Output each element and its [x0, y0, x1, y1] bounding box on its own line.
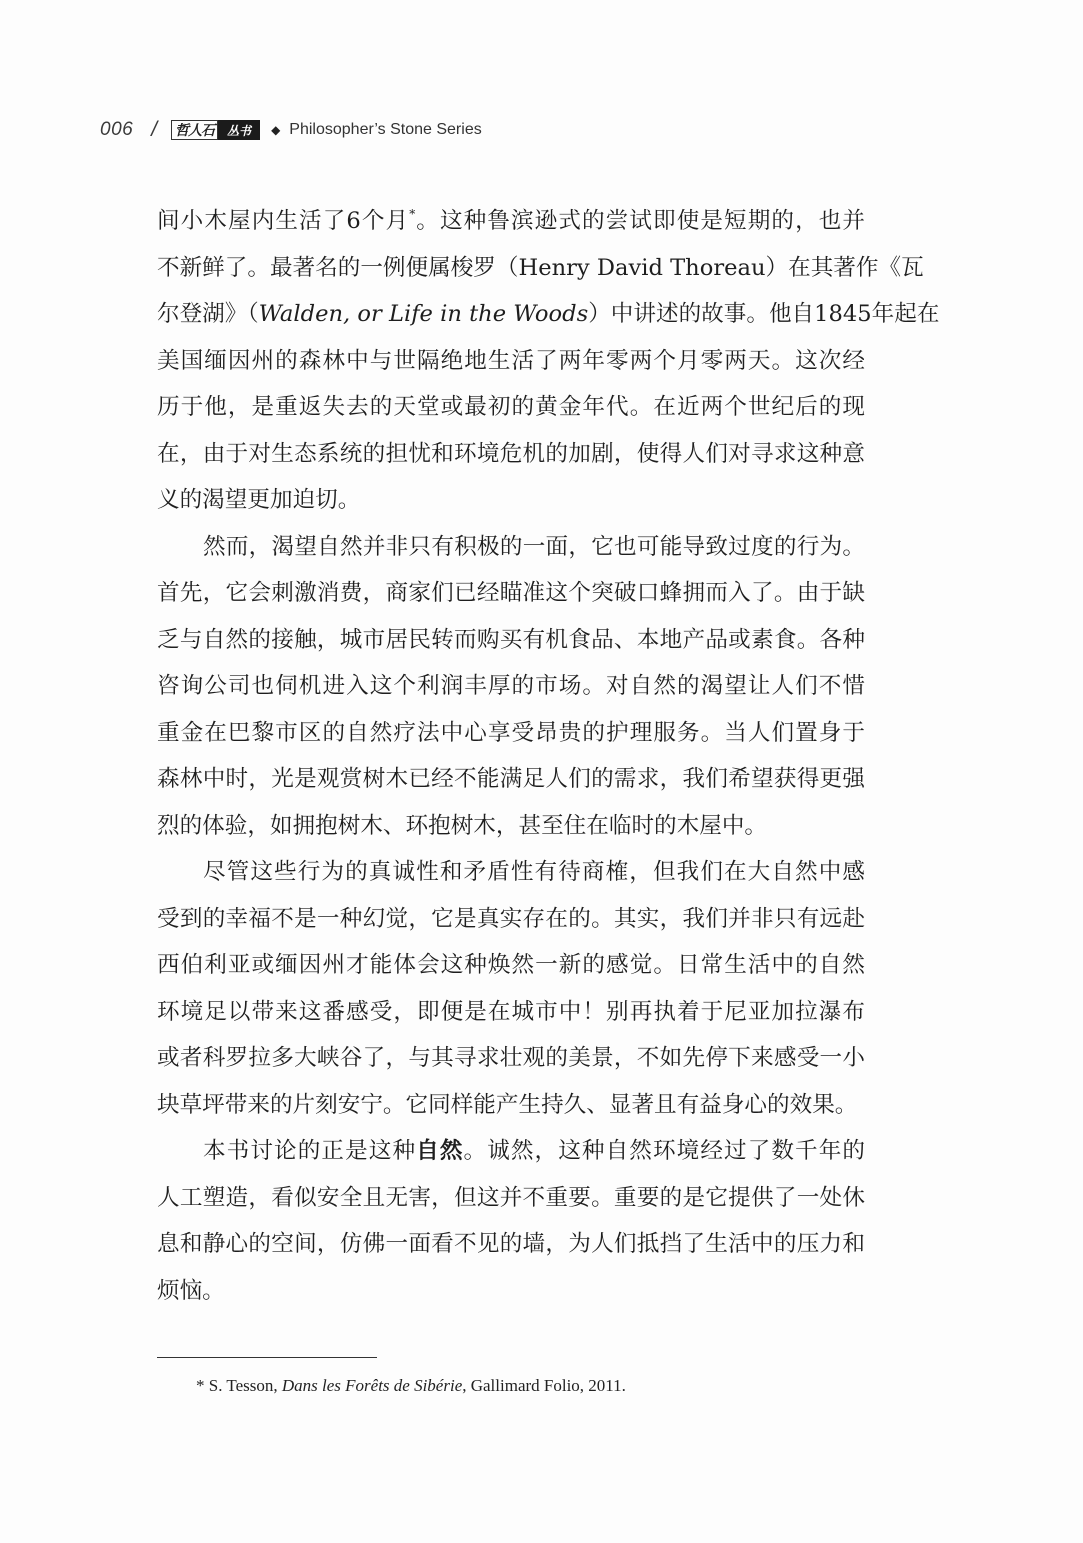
paragraph-line: 间小木屋内生活了6个月*。这种鲁滨逊式的尝试即使是短期的，也并 [157, 207, 866, 234]
paragraph-line: 息和静心的空间，仿佛一面看不见的墙，为人们抵挡了生活中的压力和 [157, 1231, 865, 1257]
body-text [157, 198, 940, 1314]
series-name: Philosopher’s Stone Series [289, 121, 482, 138]
series-logo [171, 120, 260, 140]
paragraph-line: 人工塑造，看似安全且无害，但这并不重要。重要的是它提供了一处休 [157, 1184, 865, 1211]
page-number: 006 [100, 119, 134, 140]
series-logo-right: 丛书 [218, 120, 260, 140]
paragraph-line: 环境足以带来这番感受，即便是在城市中！别再执着于尼亚加拉瀑布 [157, 998, 865, 1025]
running-header [100, 117, 482, 143]
diamond-icon: ◆ [271, 123, 281, 137]
paragraph-line: 森林中时，光是观赏树木已经不能满足人们的需求，我们希望获得更强 [157, 766, 865, 792]
emphasis-word: 自然 [416, 1138, 464, 1164]
paragraph-line: 不新鲜了。最著名的一例便属梭罗（Henry David Thoreau）在其著作《瓦 [157, 254, 924, 281]
paragraph-line: 历于他，是重返失去的天堂或最初的黄金年代。在近两个世纪后的现 [157, 394, 865, 420]
series-logo-left: 哲人石 [171, 120, 218, 140]
paragraph-line: 西伯利亚或缅因州才能体会这种焕然一新的感觉。日常生活中的自然 [157, 952, 865, 978]
paragraph-line: 咨询公司也伺机进入这个利润丰厚的市场。对自然的渴望让人们不惜 [157, 673, 865, 699]
paragraph-line: 尔登湖》（Walden, or Life in the Woods）中讲述的故事。他自1845年起在 [157, 301, 940, 327]
paragraph-line: 然而，渴望自然并非只有积极的一面，它也可能导致过度的行为。 [203, 533, 865, 560]
paragraph-line: 块草坪带来的片刻安宁。它同样能产生持久、显著且有益身心的效果。 [157, 1091, 858, 1118]
footnote: * S. Tesson, Dans les Forêts de Sibérie, Gallimard Folio, 2011. [196, 1376, 626, 1395]
paragraph-line: 受到的幸福不是一种幻觉，它是真实存在的。其实，我们并非只有远赴 [157, 905, 865, 932]
paragraph-line: 乏与自然的接触，城市居民转而购买有机食品、本地产品或素食。各种 [157, 626, 865, 653]
paragraph-line: 重金在巴黎市区的自然疗法中心享受昂贵的护理服务。当人们置身于 [157, 719, 865, 746]
footnote-divider [157, 1357, 377, 1358]
book-title: Walden, or Life in the Woods [258, 301, 589, 327]
header-separator: / [151, 118, 158, 141]
paragraph-line: 在，由于对生态系统的担忧和环境危机的加剧，使得人们对寻求这种意 [157, 440, 865, 467]
paragraph-line: 烦恼。 [157, 1277, 225, 1304]
paragraph-line: 或者科罗拉多大峡谷了，与其寻求壮观的美景，不如先停下来感受一小 [157, 1045, 865, 1071]
paragraph-line: 尽管这些行为的真诚性和矛盾性有待商榷，但我们在大自然中感 [203, 859, 865, 885]
footnote-title: Dans les Forêts de Sibérie [281, 1376, 463, 1395]
paragraph-line: 首先，它会刺激消费，商家们已经瞄准这个突破口蜂拥而入了。由于缺 [157, 580, 865, 606]
paragraph-line: 本书讨论的正是这种自然。诚然，这种自然环境经过了数千年的 [203, 1138, 866, 1164]
paragraph-line: 烈的体验，如拥抱树木、环抱树木，甚至住在临时的木屋中。 [157, 812, 768, 839]
paragraph-line: 义的渴望更加迫切。 [157, 487, 361, 513]
paragraph-line: 美国缅因州的森林中与世隔绝地生活了两年零两个月零两天。这次经 [157, 347, 865, 374]
footnote-marker: * [409, 207, 416, 221]
